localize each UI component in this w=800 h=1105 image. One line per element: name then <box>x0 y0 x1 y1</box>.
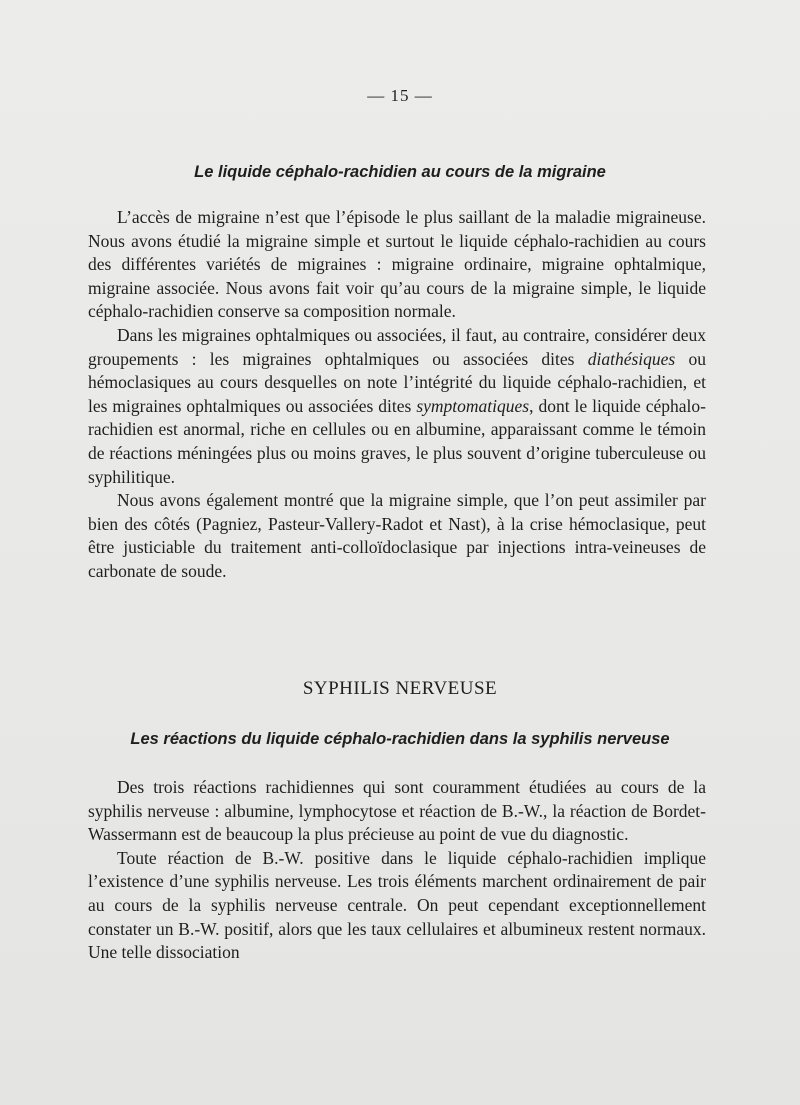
term-symptomatiques: symptomatiques <box>416 395 530 416</box>
paragraph-2-part-c: , dont le liquide céphalo-rachidien est anormal, riche en cellules ou en albumine, apparaissant comme le témoin de réactions méningées plus ou moins graves, le plus souvent d’origine tuberculeuse ou syphilitique. <box>88 395 706 487</box>
page-number: — 15 — <box>367 86 433 105</box>
paragraph-2 <box>88 324 706 489</box>
paragraph-2-part-b: ou hémoclasiques au cours desquelles on note l’intégrité du liquide céphalo-rachidien, et les migraines ophtalmiques ou associées dites <box>88 348 706 416</box>
paragraph-4: Des trois réactions rachidiennes qui sont couramment étudiées au cours de la syphilis nerveuse : albumine, lymphocytose et réaction de B.-W., la réaction de Bordet-Wassermann est de beaucoup la plus précieuse au point de vue du diagnostic. <box>88 777 706 845</box>
term-diathesiques: diathésiques <box>587 348 676 369</box>
section-syphilis-body <box>88 776 706 965</box>
paragraph-1: L’accès de migraine n’est que l’épisode le plus saillant de la maladie migraineuse. Nous avons étudié la migraine simple et surtout le liquide céphalo-rachidien au cours des différentes variétés de migraines : migraine ordinaire, migraine ophtalmique, migraine associée. Nous avons fait voir qu’au cours de la migraine simple, le liquide céphalo-rachidien conserve sa composition normale. <box>88 207 706 322</box>
section-migraine-body <box>88 206 706 584</box>
paragraph-3: Nous avons également montré que la migraine simple, que l’on peut assimiler par bien des côtés (Pagniez, Pasteur-Vallery-Radot et Nast), à la crise hémoclasique, peut être justiciable du traitement anti-colloïdoclasique par injections intra-veineuses de carbonate de soude. <box>88 490 706 581</box>
paragraph-5: Toute réaction de B.-W. positive dans le liquide céphalo-rachidien implique l’existence d’une syphilis nerveuse. Les trois éléments marchent ordinairement de pair au cours de la syphilis nerveuse centrale. On peut cependant exceptionnellement constater un B.-W. positif, alors que les taux cellulaires et albumineux restent normaux. Une telle dissociation <box>88 847 706 963</box>
section-title-syphilis: Les réactions du liquide céphalo-rachidien dans la syphilis nerveuse <box>130 730 670 748</box>
chapter-heading: SYPHILIS NERVEUSE <box>302 678 498 699</box>
section-title-migraine: Le liquide céphalo-rachidien au cours de la migraine <box>194 163 606 181</box>
paragraph-2-part-a: Dans les migraines ophtalmiques ou associées, il faut, au contraire, considérer deux groupements : les migraines ophtalmiques ou associées dites <box>88 324 706 369</box>
